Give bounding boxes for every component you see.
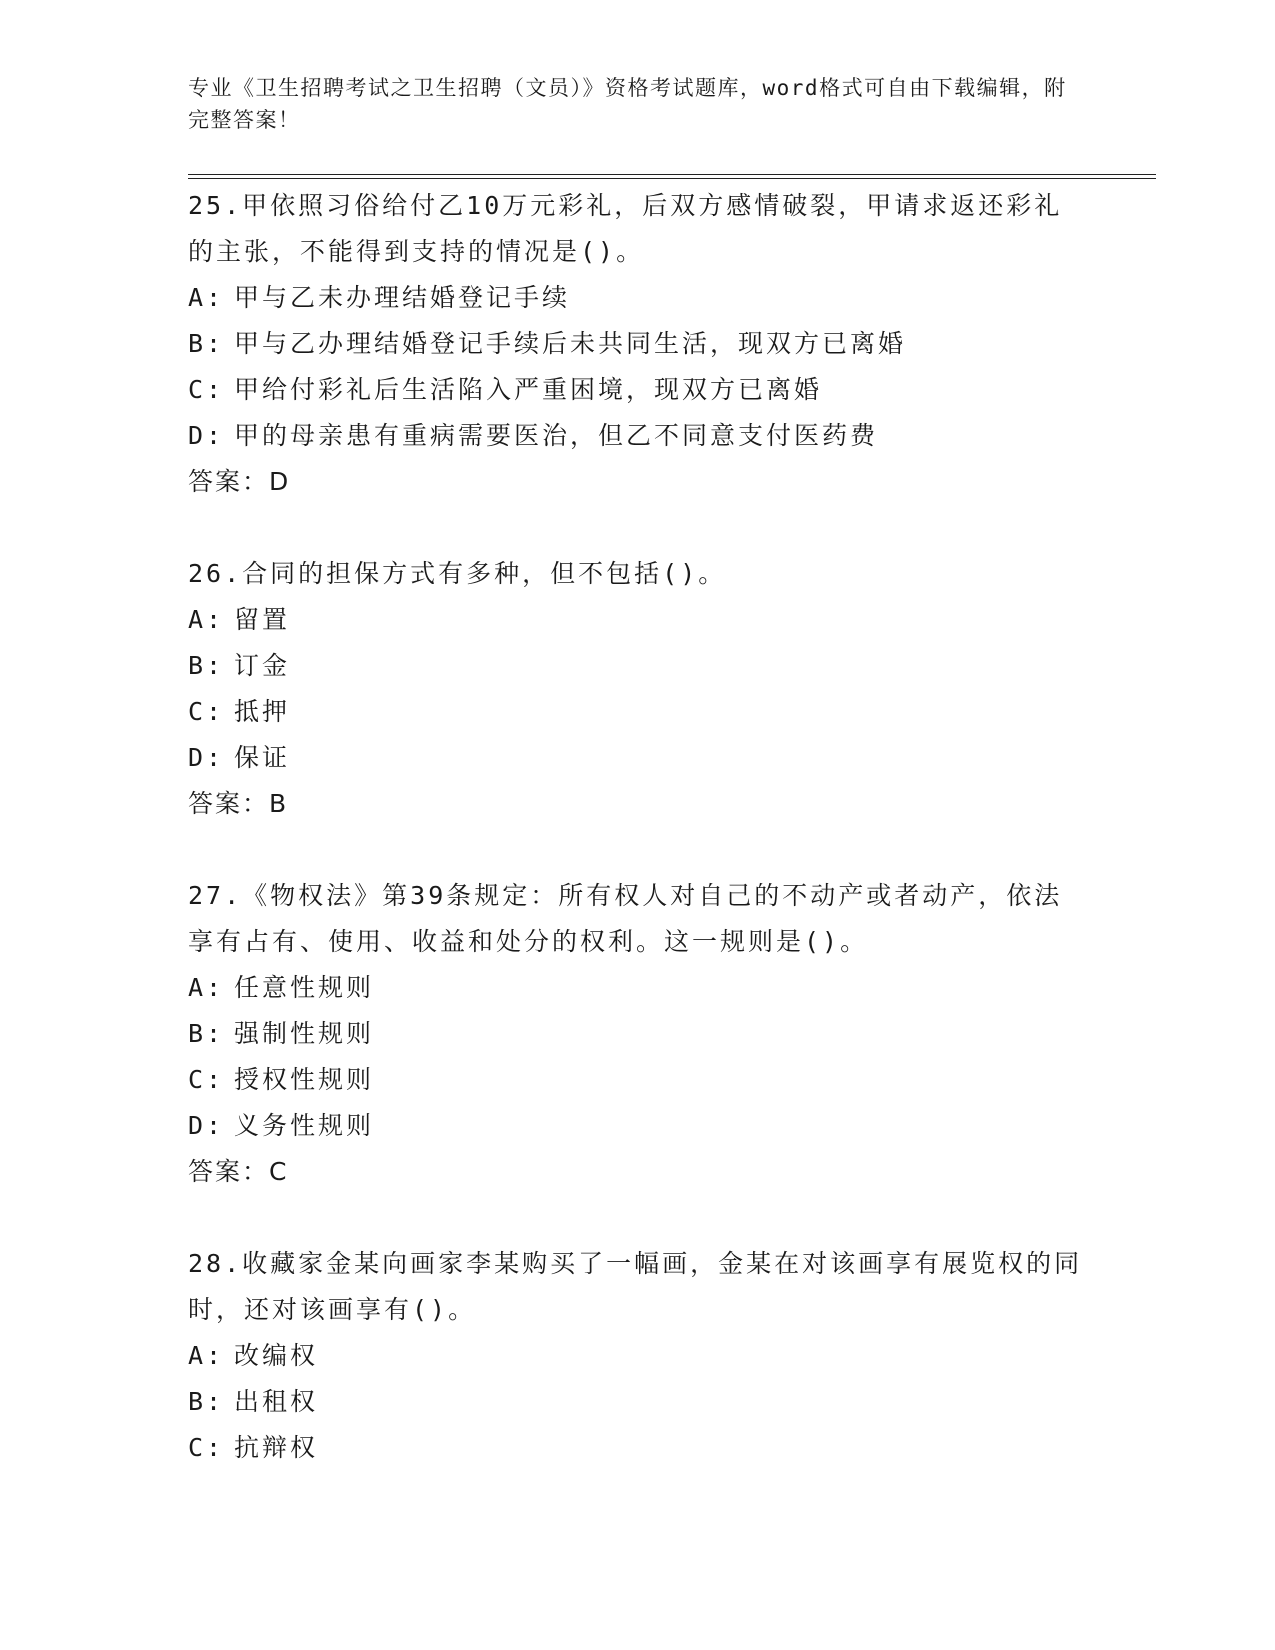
option-letter: D:: [188, 1111, 225, 1140]
answer-line: 答案：B: [188, 789, 289, 818]
option-letter: C:: [188, 697, 225, 726]
option-text: 甲与乙未办理结婚登记手续: [234, 283, 571, 312]
option-letter: D:: [188, 421, 225, 450]
option-text: 义务性规则: [234, 1111, 375, 1140]
option-letter: A:: [188, 973, 225, 1002]
option-letter: A:: [188, 283, 225, 312]
option-text: 订金: [234, 651, 291, 680]
option-text: 授权性规则: [234, 1065, 375, 1094]
option-letter: B:: [188, 1387, 225, 1416]
question-spacer: [188, 505, 1158, 551]
option-text: 抵押: [234, 697, 291, 726]
option-text: 保证: [234, 743, 291, 772]
option-b: [188, 1011, 1158, 1057]
answer-line: 答案：C: [188, 1157, 289, 1186]
option-a: [188, 965, 1158, 1011]
option-c: [188, 367, 1158, 413]
option-a: [188, 275, 1158, 321]
option-letter: B:: [188, 651, 225, 680]
option-a: [188, 597, 1158, 643]
option-d: [188, 735, 1158, 781]
option-d: [188, 413, 1158, 459]
option-text: 任意性规则: [234, 973, 375, 1002]
option-text: 抗辩权: [234, 1433, 319, 1462]
option-letter: C:: [188, 1065, 225, 1094]
question-stem: 28.收藏家金某向画家李某购买了一幅画，金某在对该画享有展览权的同时，还对该画享有()。: [188, 1249, 1083, 1324]
option-text: 改编权: [234, 1341, 319, 1370]
option-text: 甲的母亲患有重病需要医治，但乙不同意支付医药费: [234, 421, 879, 450]
option-letter: C:: [188, 1433, 225, 1462]
question-stem: 27.《物权法》第39条规定：所有权人对自己的不动产或者动产，依法享有占有、使用、收益和处分的权利。这一规则是()。: [188, 881, 1063, 956]
option-letter: A:: [188, 605, 225, 634]
question-stem: 26.合同的担保方式有多种，但不包括()。: [188, 559, 727, 588]
question-28: [188, 1241, 1158, 1471]
option-text: 留置: [234, 605, 291, 634]
option-letter: B:: [188, 1019, 225, 1048]
document-header: 专业《卫生招聘考试之卫生招聘（文员）》资格考试题库，word格式可自由下载编辑，附完整答案！: [188, 76, 1067, 132]
option-letter: A:: [188, 1341, 225, 1370]
question-spacer: [188, 827, 1158, 873]
question-spacer: [188, 1195, 1158, 1241]
question-25: [188, 183, 1158, 505]
option-a: [188, 1333, 1158, 1379]
option-b: [188, 321, 1158, 367]
option-letter: C:: [188, 375, 225, 404]
option-c: [188, 1057, 1158, 1103]
option-letter: D:: [188, 743, 225, 772]
option-c: [188, 1425, 1158, 1471]
option-text: 强制性规则: [234, 1019, 375, 1048]
option-d: [188, 1103, 1158, 1149]
answer-line: 答案：D: [188, 467, 291, 496]
question-27: [188, 873, 1158, 1195]
option-c: [188, 689, 1158, 735]
option-b: [188, 1379, 1158, 1425]
option-text: 出租权: [234, 1387, 319, 1416]
question-26: [188, 551, 1158, 827]
option-text: 甲与乙办理结婚登记手续后未共同生活，现双方已离婚: [234, 329, 907, 358]
question-stem: 25.甲依照习俗给付乙10万元彩礼，后双方感情破裂，甲请求返还彩礼的主张，不能得到支持的情况是()。: [188, 191, 1063, 266]
document-page: [188, 72, 1158, 1471]
option-letter: B:: [188, 329, 225, 358]
header-divider: [188, 174, 1156, 179]
option-text: 甲给付彩礼后生活陷入严重困境，现双方已离婚: [234, 375, 823, 404]
option-b: [188, 643, 1158, 689]
